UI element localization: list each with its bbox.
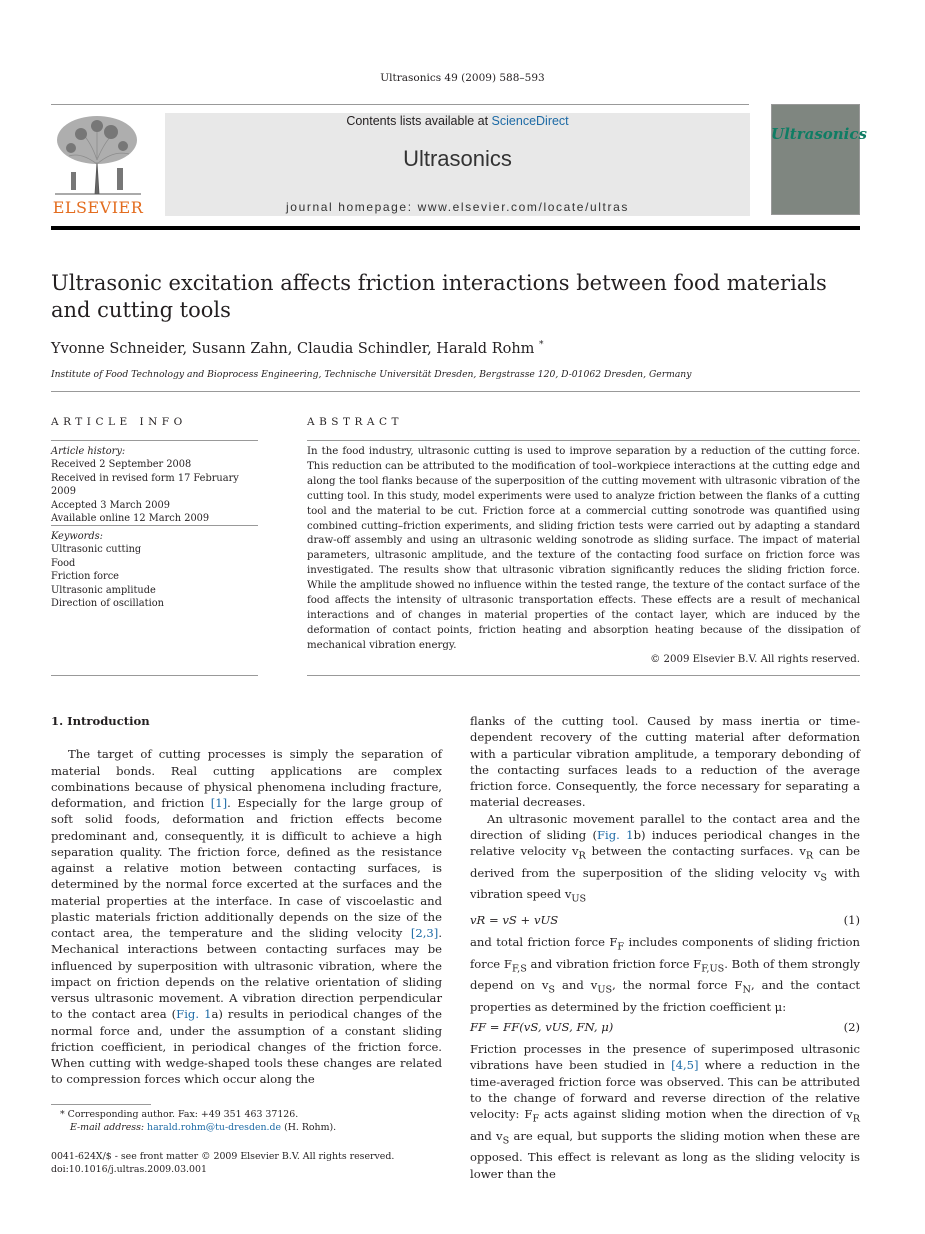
footnote-rule bbox=[51, 1104, 151, 1105]
email-link[interactable]: harald.rohm@tu-dresden.de bbox=[147, 1122, 282, 1133]
equation-1 bbox=[470, 912, 860, 928]
corresponding-text: Corresponding author. Fax: +49 351 463 37126. bbox=[67, 1109, 299, 1120]
keyword: Ultrasonic amplitude bbox=[51, 584, 156, 596]
keyword: Food bbox=[51, 557, 76, 569]
title-rule bbox=[51, 391, 860, 392]
article-history bbox=[51, 445, 266, 525]
body-paragraph: flanks of the cutting tool. Caused by mass inertia or time-dependent recovery of the cutting material after deformation with a particular vibration amplitude, a temporary debonding of the contacting surfaces leads to a reduction of the average friction force. Consequently, the force necessary for separating a material decreases. bbox=[470, 714, 860, 810]
figure-link[interactable]: Fig. 1 bbox=[597, 827, 634, 842]
text-run: An ultrasonic movement parallel to the contact area and the direction of sliding ( bbox=[470, 811, 860, 842]
text-run: includes components of sliding friction force F bbox=[470, 934, 860, 971]
author-list bbox=[51, 340, 544, 357]
doi-line[interactable]: doi:10.1016/j.ultras.2009.03.001 bbox=[51, 1164, 207, 1175]
subscript: F,US bbox=[701, 962, 725, 974]
cover-title: Ultrasonics bbox=[771, 125, 867, 143]
history-item: Available online 12 March 2009 bbox=[51, 513, 210, 525]
equation-text: vR = vS + vUS bbox=[470, 912, 559, 927]
body-paragraph bbox=[470, 1041, 860, 1182]
right-column bbox=[470, 713, 860, 1182]
subscript: US bbox=[597, 984, 613, 996]
subscript: R bbox=[578, 850, 586, 862]
corresponding-author-mark[interactable]: * bbox=[539, 340, 544, 350]
figure-panel: b bbox=[633, 827, 641, 842]
text-run: and v bbox=[470, 1128, 503, 1143]
history-label: Article history: bbox=[51, 446, 126, 457]
left-column bbox=[51, 713, 442, 1088]
subscript: R bbox=[805, 850, 814, 862]
equation-text: FF = FF(vS, vUS, FN, μ) bbox=[470, 1019, 614, 1034]
header-thick-rule bbox=[51, 226, 860, 230]
subscript: F,S bbox=[511, 962, 527, 974]
abstract-heading: ABSTRACT bbox=[307, 416, 404, 428]
authors-text: Yvonne Schneider, Susann Zahn, Claudia Schindler, Harald Rohm bbox=[51, 340, 535, 357]
abstract-rule bbox=[307, 440, 860, 441]
keywords-rule bbox=[51, 525, 258, 526]
keyword: Friction force bbox=[51, 571, 119, 583]
ref-link[interactable]: [1] bbox=[210, 796, 228, 810]
contents-line bbox=[165, 114, 750, 128]
subscript: S bbox=[548, 984, 556, 996]
contents-prefix: Contents lists available at bbox=[346, 114, 492, 128]
info-bottom-rule bbox=[51, 675, 258, 676]
text-run: can be derived from the superposition of the sliding velocity v bbox=[470, 844, 861, 880]
article-title: Ultrasonic excitation affects friction interactions between food materials and cutting tools bbox=[51, 271, 827, 322]
corresponding-note bbox=[60, 1108, 440, 1121]
subscript: S bbox=[820, 871, 828, 883]
text-run: are equal, but supports the sliding motion when these are opposed. This effect is relevant as long as the sliding velocity is lower than the bbox=[470, 1128, 860, 1181]
email-label: E-mail address: bbox=[70, 1122, 145, 1133]
email-suffix: (H. Rohm). bbox=[284, 1122, 337, 1133]
text-run: , and the contact properties as determined by the friction coefficient μ: bbox=[470, 978, 860, 1014]
text-run: and vibration friction force F bbox=[526, 956, 702, 971]
equation-2 bbox=[470, 1019, 860, 1035]
subscript: US bbox=[571, 893, 587, 905]
journal-citation: Ultrasonics 49 (2009) 588–593 bbox=[380, 72, 545, 84]
header-rule bbox=[51, 104, 749, 105]
keyword: Direction of oscillation bbox=[51, 598, 164, 610]
text-run: acts against sliding motion when the direction of v bbox=[539, 1107, 853, 1122]
publication-info bbox=[51, 1150, 451, 1176]
abstract-text: In the food industry, ultrasonic cutting is used to improve separation by a reduction of the cutting force. This reduction can be attributed to the modification of tool–workpiece interactions at the cutting edge and along the tool flanks because of the superposition of the cutting movement with ultrasonic vibration of the cutting tool. In this study, model experiments were used to analyze friction between the flanks of a cutting tool and the material to be cut. Friction force at a commercial cutting sonotrode was quantified using combined cutting–friction experiments, and sliding friction tests were carried out by adapting a standard draw-off assembly and using an ultrasonic welding sonotrode as sliding surface. The impact of material parameters, ultrasonic amplitude, and the texture of the contacting food surface on friction force was investigated. The results show that ultrasonic vibration significantly reduces the sliding friction force. While the amplitude showed no influence within the tested range, the texture of the contact surface of the food affects the intensity of ultrasonic transportation effects. These effects are a result of mechanical interactions and of changes in material properties of the contact layer, which are induced by the deformation of contact points, friction heating and absorption heating because of the dissipation of mechanical vibration energy. bbox=[307, 446, 860, 651]
subscript: N bbox=[742, 984, 751, 996]
equation-number: (1) bbox=[843, 912, 860, 927]
equation-number: (2) bbox=[843, 1019, 860, 1034]
subscript: F bbox=[617, 941, 625, 953]
body-paragraph bbox=[51, 746, 442, 1087]
history-item: Received in revised form 17 February 2009 bbox=[51, 472, 239, 498]
text-run: , the normal force F bbox=[612, 978, 743, 993]
subscript: R bbox=[852, 1113, 861, 1125]
ref-link[interactable]: [2,3] bbox=[410, 926, 439, 940]
email-line bbox=[60, 1121, 440, 1134]
subscript: F bbox=[532, 1113, 540, 1125]
body-paragraph bbox=[470, 934, 860, 1015]
elsevier-wordmark: ELSEVIER bbox=[52, 198, 144, 217]
text-run: ) results in periodical changes of the normal force and, under the assumption of a constant sliding friction coefficient, in periodical changes of the friction force. When cutting with wedge-shaped tools these changes are related to compression forces which occur along the bbox=[51, 1007, 442, 1087]
text-run: Friction processes in the presence of superimposed ultrasonic vibrations have been studied in bbox=[470, 1042, 860, 1073]
journal-homepage[interactable]: journal homepage: www.elsevier.com/locate/ultras bbox=[286, 200, 629, 214]
issn-line: 0041-624X/$ - see front matter © 2009 Elsevier B.V. All rights reserved. bbox=[51, 1151, 395, 1162]
journal-cover-thumbnail[interactable] bbox=[771, 104, 867, 215]
section-heading: 1. Introduction bbox=[51, 714, 150, 728]
footnote-mark: * bbox=[60, 1109, 65, 1120]
article-info-heading: ARTICLE INFO bbox=[51, 416, 187, 428]
history-item: Accepted 3 March 2009 bbox=[51, 499, 170, 511]
keywords-label: Keywords: bbox=[51, 531, 103, 542]
text-run: and v bbox=[555, 978, 598, 993]
body-paragraph bbox=[470, 811, 860, 908]
keyword: Ultrasonic cutting bbox=[51, 544, 142, 556]
sciencedirect-link[interactable]: ScienceDirect bbox=[491, 114, 569, 128]
footnote bbox=[60, 1108, 440, 1134]
abstract-bottom-rule bbox=[307, 675, 860, 676]
affiliation: Institute of Food Technology and Bioprocess Engineering, Technische Universität Dresden, Bergstrasse 120, D-01062 Dresden, Germany bbox=[51, 369, 692, 380]
subscript: S bbox=[502, 1135, 510, 1146]
copyright: © 2009 Elsevier B.V. All rights reserved. bbox=[650, 654, 860, 665]
text-run: where a reduction in the time-averaged friction force was observed. This can be attributed to the change of forward and reverse direction of the relative velocity: F bbox=[470, 1058, 860, 1122]
journal-name: Ultrasonics bbox=[403, 146, 512, 171]
figure-panel: a bbox=[211, 1007, 219, 1022]
keywords bbox=[51, 530, 266, 610]
text-run: . Especially for the large group of soft solid foods, deformation and friction effects become predominant and, consequently, it is difficult to achieve a high separation quality. The friction force, defined as the resistance against a relative motion between contacting surfaces, is determined by the normal force excerted at the surfaces and the material properties at the interface. In case of viscoelastic and plastic materials friction additionally depends on the size of the contact area, the temperature and the sliding velocity bbox=[51, 796, 442, 940]
text-run: The target of cutting processes is simply the separation of material bonds. Real cutting applications are complex combinations because of physical phenomena including fracture, deformation, and friction bbox=[51, 747, 442, 810]
text-run: . Mechanical interactions between contacting surfaces may be influenced by superposition with ultrasonic vibration, where the impact on friction depends on the relative orientation of sliding versus ultrasonic movement. A vibration direction perpendicular to the contact area ( bbox=[51, 926, 442, 1022]
history-item: Received 2 September 2008 bbox=[51, 459, 192, 471]
text-run: between the contacting surfaces. v bbox=[585, 844, 806, 858]
ref-link[interactable]: [4,5] bbox=[671, 1058, 699, 1073]
text-run: with vibration speed v bbox=[470, 865, 860, 902]
text-run: and total friction force F bbox=[470, 934, 618, 949]
text-run: ) induces periodical changes in the relative velocity v bbox=[470, 827, 860, 858]
figure-link[interactable]: Fig. 1 bbox=[176, 1007, 212, 1022]
info-rule bbox=[51, 440, 258, 441]
text-run: . Both of them strongly depend on v bbox=[470, 956, 860, 993]
